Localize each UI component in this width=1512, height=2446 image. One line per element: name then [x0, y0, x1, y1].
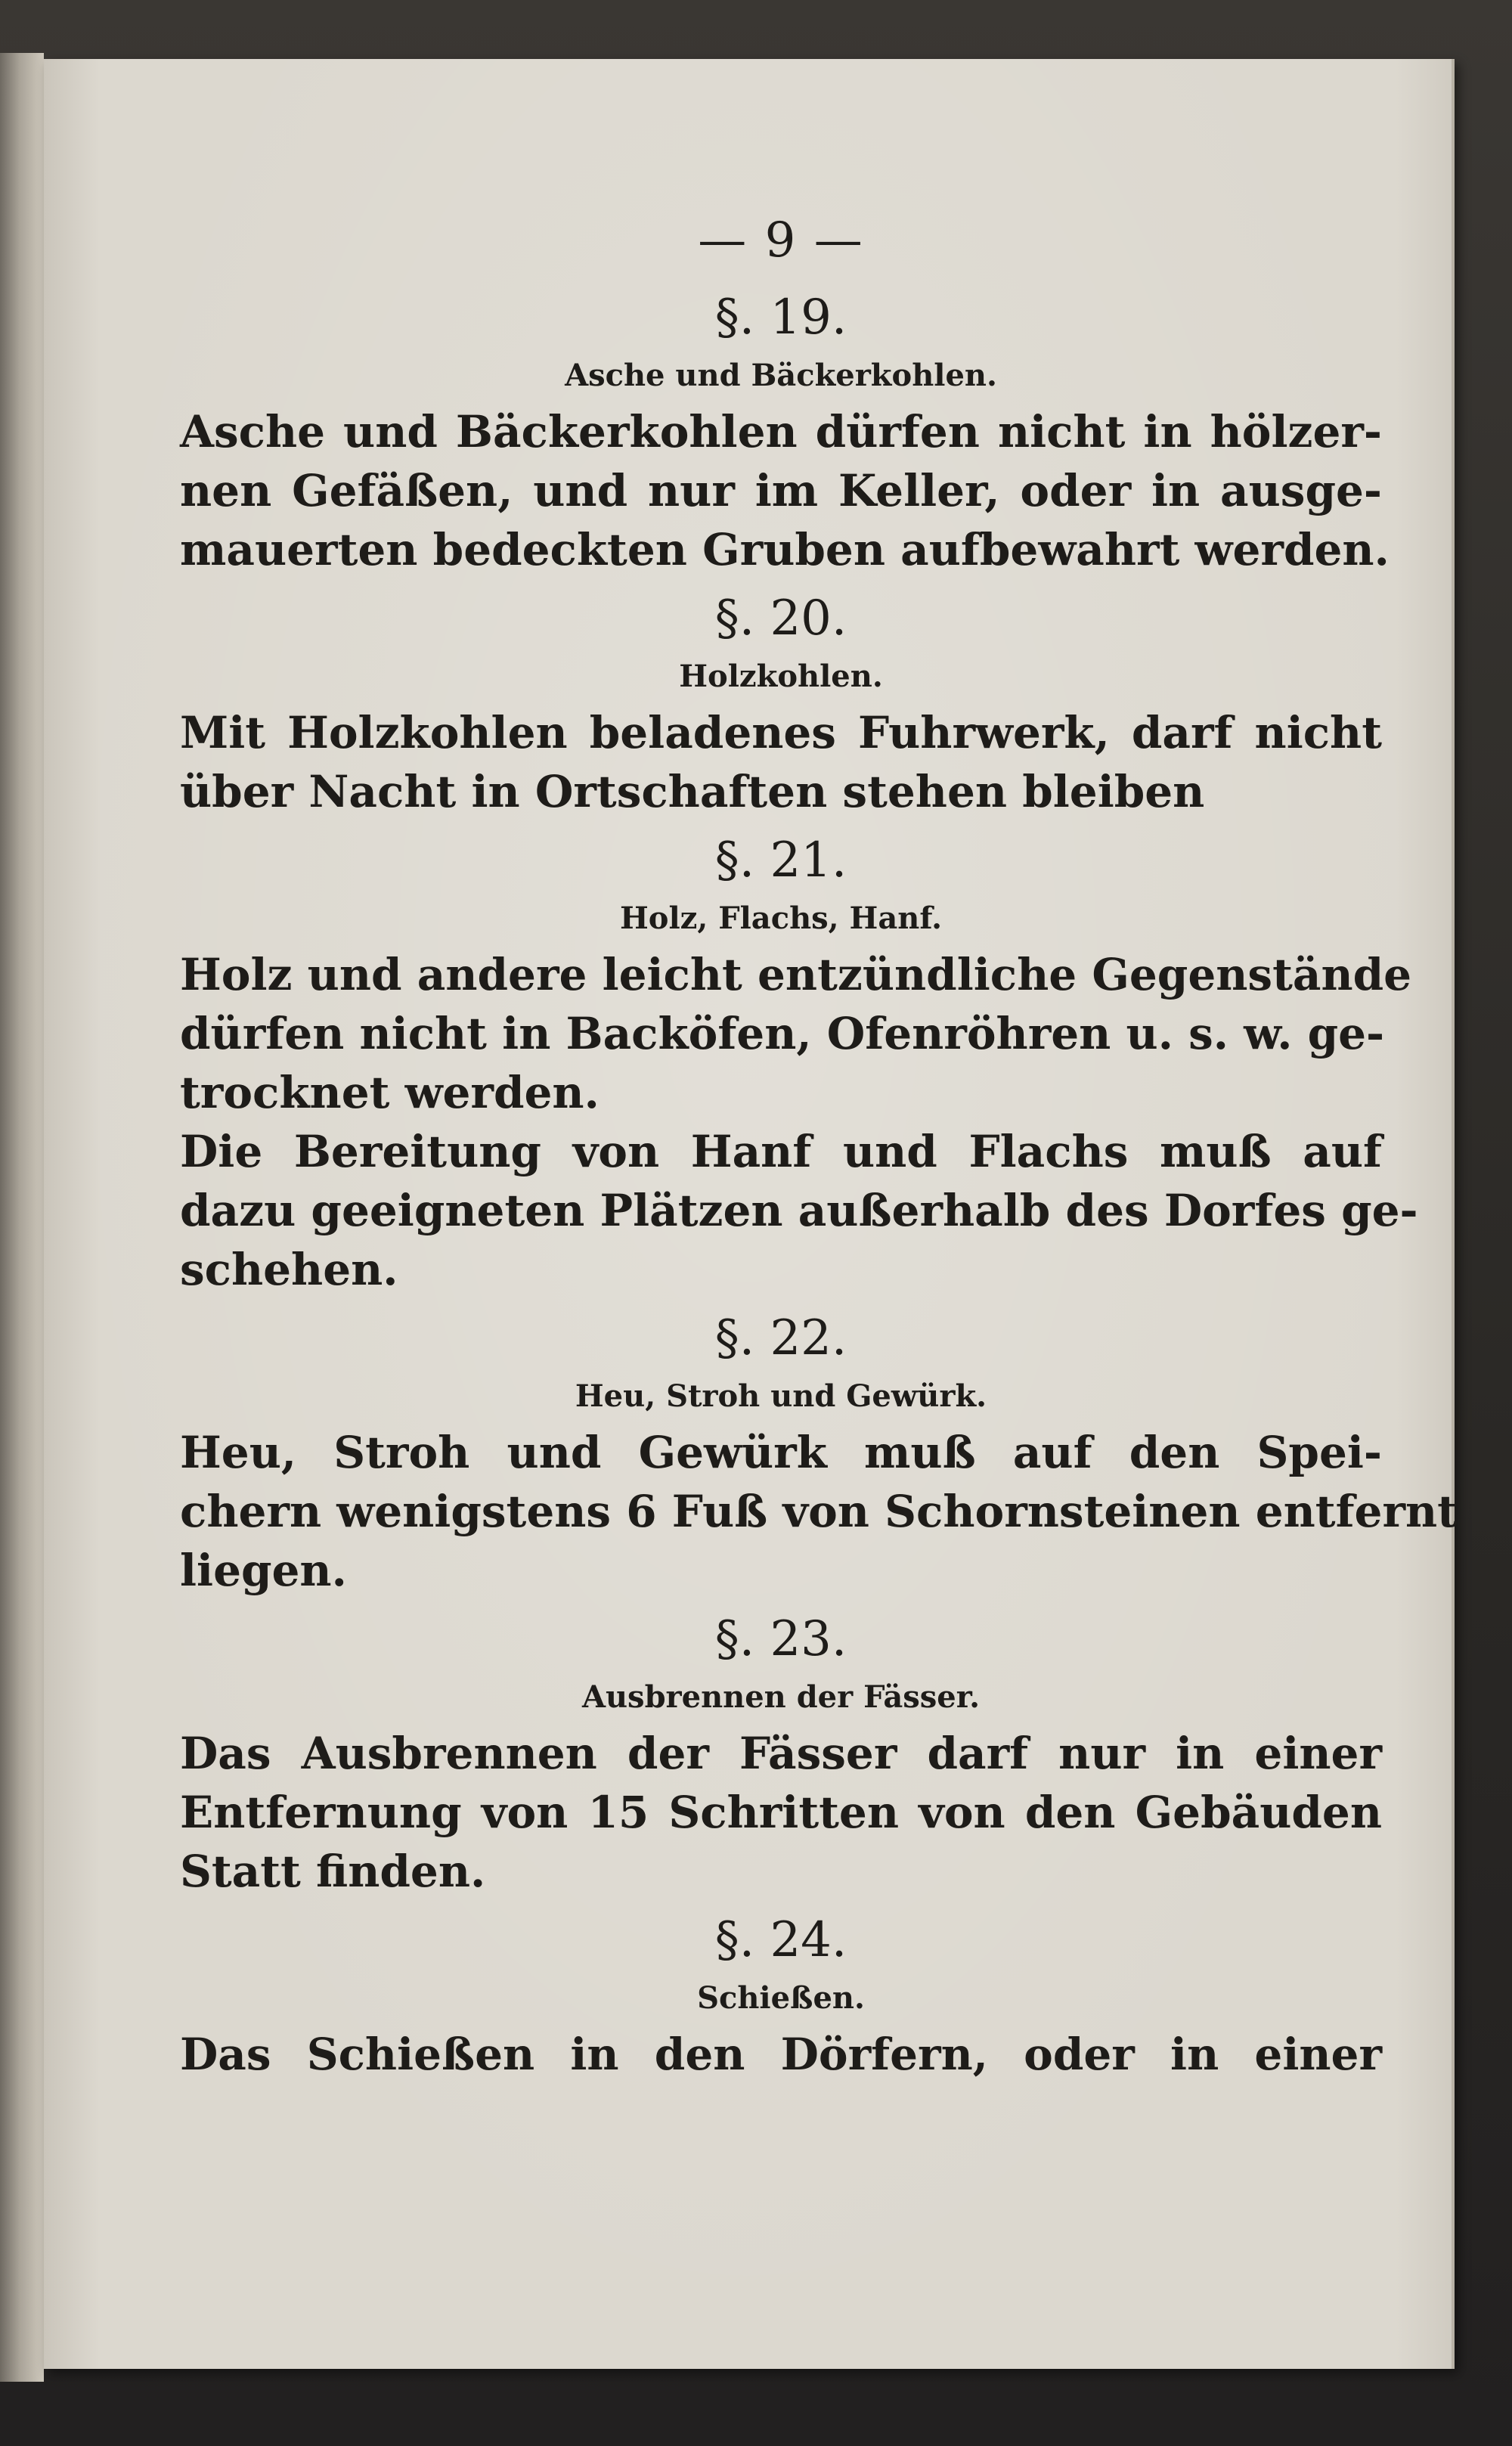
book-page — [44, 59, 1458, 2369]
section-19 — [180, 286, 1390, 579]
text-line: chern wenigstens 6 Fuß von Schornsteinen entfernt — [180, 1486, 1458, 1537]
text-line: Holz und andere leicht entzündliche Gegenstände — [180, 949, 1412, 1000]
section-title: Ausbrennen der Fässer. — [581, 1679, 981, 1715]
section-title: Holz, Flachs, Hanf. — [619, 901, 943, 936]
text-line: schehen. — [180, 1244, 398, 1295]
section-20 — [180, 587, 1382, 821]
section-24 — [180, 1908, 1382, 2084]
text-line: Statt finden. — [180, 1846, 486, 1897]
section-title: Asche und Bäckerkohlen. — [565, 358, 997, 393]
paragraph — [180, 402, 1390, 579]
text-line: über Nacht in Ortschaften stehen bleiben — [180, 766, 1205, 817]
book-binding-edge — [0, 53, 44, 2382]
section-number: §. 22. — [714, 1310, 847, 1366]
section-number: §. 24. — [714, 1912, 847, 1968]
paragraph — [180, 703, 1382, 821]
section-number: §. 19. — [714, 290, 847, 346]
text-line: Asche und Bäckerkohlen dürfen nicht in hölzer- — [180, 406, 1382, 457]
text-line: mauerten bedeckten Gruben aufbewahrt werden. — [180, 524, 1390, 575]
text-line: Mit Holzkohlen beladenes Fuhrwerk, darf nicht — [180, 707, 1382, 758]
text-line: Das Schießen in den Dörfern, oder in einer — [180, 2029, 1382, 2080]
text-line: Das Ausbrennen der Fässer darf nur in einer — [180, 1728, 1382, 1779]
paragraph — [180, 945, 1412, 1122]
text-line: liegen. — [180, 1545, 347, 1596]
section-title: Heu, Stroh und Gewürk. — [575, 1378, 987, 1414]
section-title: Schießen. — [697, 1980, 865, 2016]
paragraph — [180, 1423, 1458, 1600]
text-line: dazu geeigneten Plätzen außerhalb des Dorfes ge- — [180, 1185, 1418, 1236]
section-number: §. 20. — [714, 591, 847, 646]
paragraph — [180, 1122, 1418, 1299]
page-number: — 9 — — [698, 212, 864, 268]
section-number: §. 21. — [714, 832, 847, 888]
page-content — [180, 203, 1458, 2084]
text-line: trocknet werden. — [180, 1067, 600, 1118]
text-line: nen Gefäßen, und nur im Keller, oder in ausge- — [180, 465, 1382, 516]
text-line: dürfen nicht in Backöfen, Ofenröhren u. s. w. ge- — [180, 1008, 1385, 1059]
text-line: Die Bereitung von Hanf und Flachs muß auf — [180, 1126, 1382, 1177]
text-line: Heu, Stroh und Gewürk muß auf den Spei- — [180, 1427, 1382, 1478]
text-line: Entfernung von 15 Schritten von den Gebäuden — [180, 1787, 1382, 1838]
paragraph — [180, 2025, 1382, 2084]
paragraph — [180, 1724, 1382, 1901]
section-22 — [180, 1307, 1458, 1600]
section-23 — [180, 1607, 1382, 1901]
section-number: §. 23. — [714, 1611, 847, 1667]
section-title: Holzkohlen. — [679, 659, 883, 694]
section-21 — [180, 829, 1418, 1299]
